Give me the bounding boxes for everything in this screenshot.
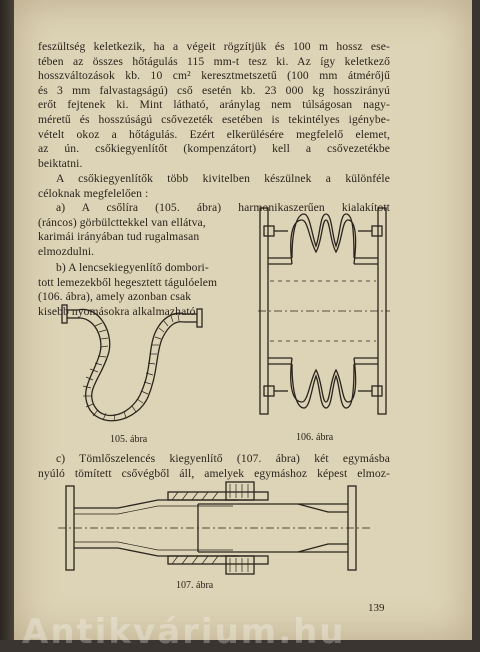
text-line: céloknak megfelelően : xyxy=(38,186,149,200)
text-line: karimái irányában tud rugalmasan xyxy=(38,230,200,244)
text-line: és 3 mm falvastagságú) cső esetén kb. 23 000 kg hosszirányú xyxy=(38,83,390,97)
figure-105-pipe-lyre xyxy=(60,295,210,430)
figure-106-caption: 106. ábra xyxy=(296,432,334,443)
text-line: (ráncos) görbülcttekkel van ellátva, xyxy=(38,215,206,229)
text-line: a) A csőlíra (105. ábra) harmonikaszerűen kialakított xyxy=(56,201,390,214)
text-line: elmozdulni. xyxy=(38,244,95,258)
text-line: az ún. csőkiegyenlítőt (kompenzátort) kell a csővezetékbe xyxy=(38,142,390,156)
text-line: (106. ábra), amely azonban csak xyxy=(38,290,192,304)
text-line: c) Tömlőszelencés kiegyenlítő (107. ábra) két egymásba xyxy=(56,452,390,465)
body-paragraph-1 xyxy=(38,40,390,171)
text-line: beiktatni. xyxy=(38,156,83,170)
text-line: b) A lencsekiegyenlítő dombori- xyxy=(56,261,209,274)
text-line: tott lemezekből hegesztett tágulóelem xyxy=(38,275,218,289)
text-line: méretű és hosszúságú csővezeték esetében is tekintélyes igénybe- xyxy=(38,112,390,126)
figure-107-caption: 107. ábra xyxy=(176,580,214,591)
text-line: A csőkiegyenlítők több kivitelben készülnek a különféle xyxy=(56,172,390,185)
book-spine-shadow xyxy=(0,0,14,640)
body-paragraph-2 xyxy=(38,172,390,201)
page-number: 139 xyxy=(368,602,385,614)
figure-107-stuffing-box-compensator xyxy=(58,478,370,576)
figure-106-lens-compensator xyxy=(258,206,390,428)
text-line: nyúló tömített csővégből áll, amelyek egymáshoz képest elmoz- xyxy=(38,466,390,480)
text-line: tében az összes hőtágulás 115 mm-t tesz ki. Az így keletkező xyxy=(38,54,390,68)
text-line: erőt fejtenek ki. Mint látható, aránylag nem túlságosan nagy- xyxy=(38,98,390,112)
text-line: feszültség keletkezik, ha a végeit rögzítjük és 100 m hossz ese- xyxy=(38,40,390,53)
text-line: vételt okoz a hőtágulás. Ezért elkerülésére megfelelő elemet, xyxy=(38,127,390,141)
text-line: kisebb nyomásokra alkalmazható. xyxy=(38,304,199,318)
figure-105-caption: 105. ábra xyxy=(110,434,148,445)
item-c xyxy=(38,452,390,481)
watermark: Antikvárium.hu xyxy=(22,612,346,652)
text-line: hosszváltozások kb. 10 cm² keresztmetszetű (100 mm átmérőjű xyxy=(38,69,390,83)
